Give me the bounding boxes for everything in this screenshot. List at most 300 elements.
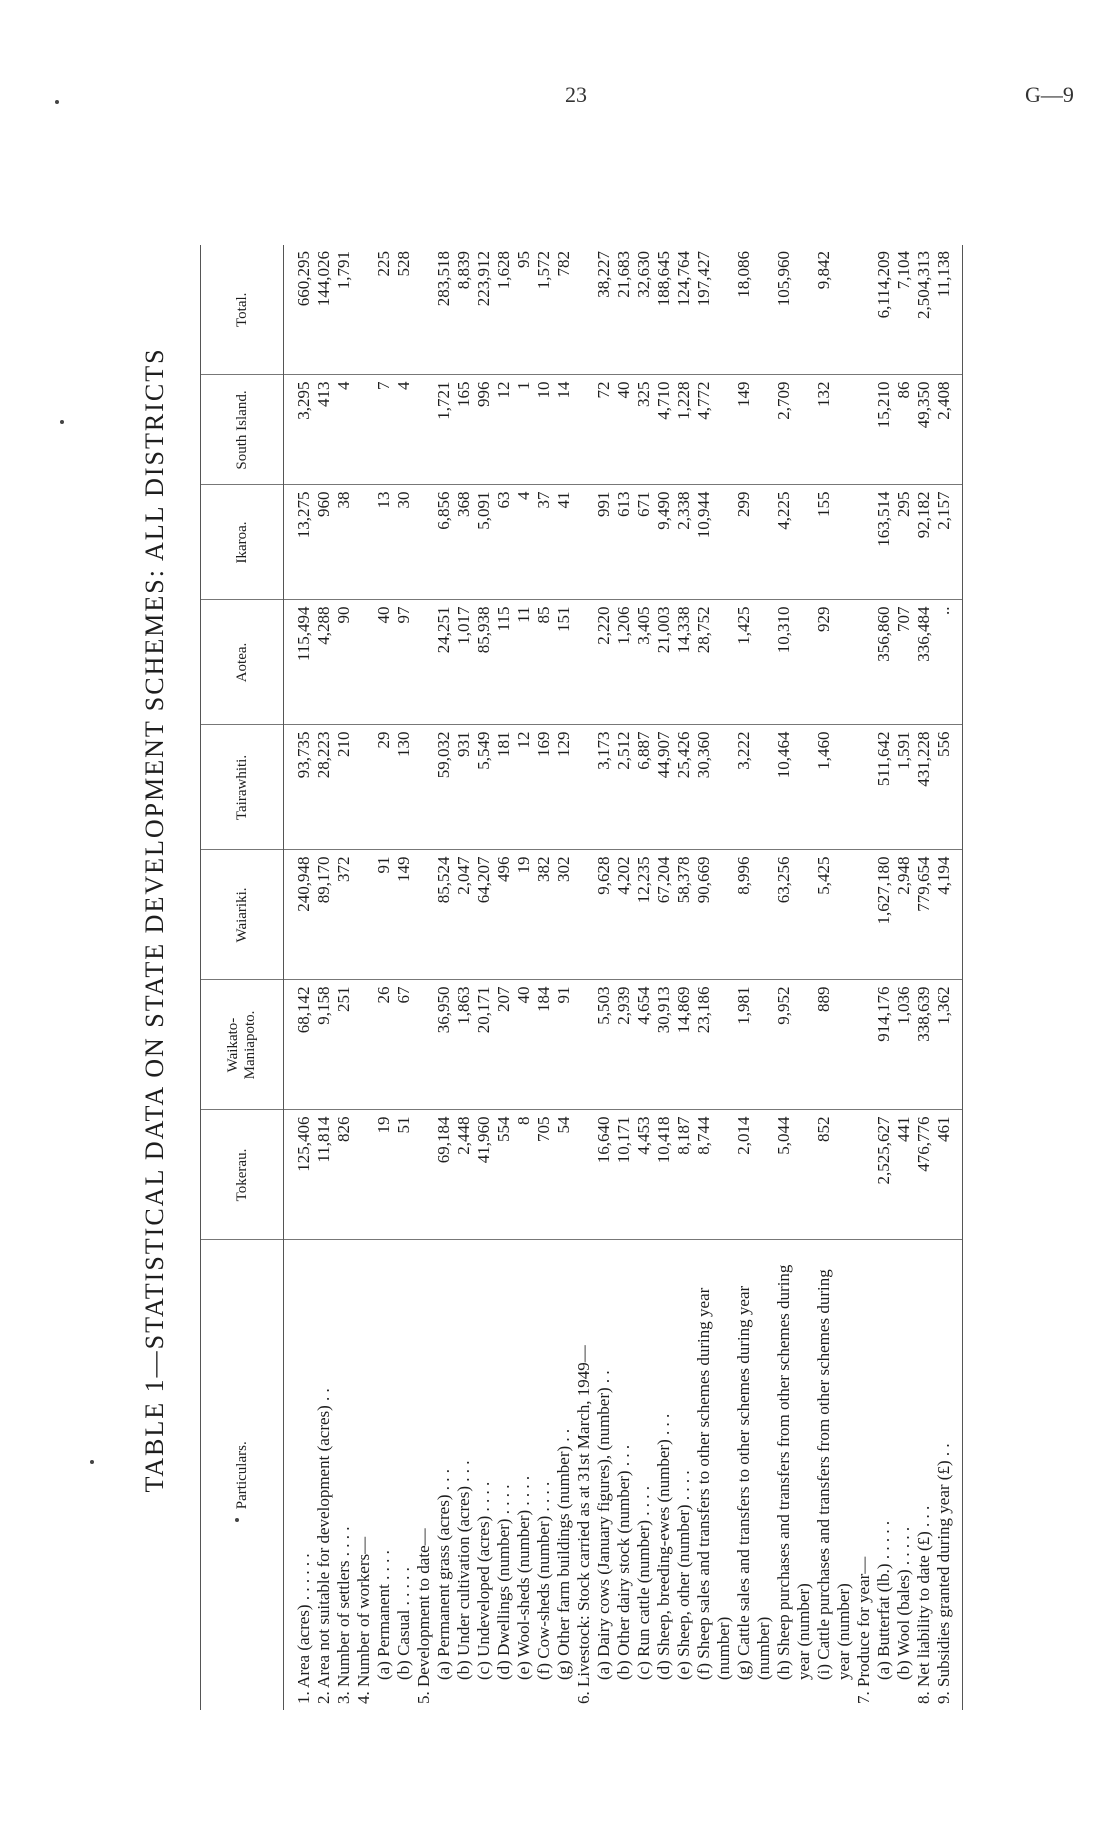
row-label: 7. Produce for year— [854,1556,873,1704]
cell-value: 92,182 [914,485,934,600]
cell-value: 10,464 [774,725,814,850]
table-row [494,245,514,1710]
cell-value: 197,427 [694,245,734,375]
cell-value: 63 [494,485,514,600]
row-label: (c) Undeveloped (acres) . . . . [474,1481,493,1680]
cell-value: 3,295 [284,375,315,485]
row-label: (g) Other farm buildings (number) . . [554,1428,573,1680]
row-label: (b) Other dairy stock (number) . . . [614,1444,633,1680]
cell-value: 29 [374,725,394,850]
page-code: G—9 [1025,82,1074,107]
table-row [614,245,634,1710]
cell-value: 556 [934,725,963,850]
cell-value: 184 [534,980,554,1110]
cell-value: 18,086 [734,245,774,375]
cell-value: 931 [454,725,474,850]
cell-value [574,980,594,1110]
cell-value: 8,996 [734,850,774,980]
cell-value: 2,408 [934,375,963,485]
row-label: 9. Subsidies granted during year (£) . . [934,1240,963,1710]
row-label: 3. Number of settlers . . . . [334,1526,353,1704]
cell-value: 4,202 [614,850,634,980]
cell-value: 5,549 [474,725,494,850]
cell-value: 1 [514,375,534,485]
cell-value [354,485,374,600]
cell-value: 188,645 [654,245,674,375]
row-label: 6. Livestock: Stock carried as at 31st March, 1949— [574,1345,593,1704]
cell-value: 40 [614,375,634,485]
cell-value: 4 [394,375,414,485]
cell-value: 13 [374,485,394,600]
cell-value [574,850,594,980]
cell-value: 2,220 [594,600,614,725]
cell-value: 1,036 [894,980,914,1110]
cell-value: 13,275 [284,485,315,600]
table-row [374,245,394,1710]
cell-value: 852 [814,1110,854,1240]
cell-value [354,245,374,375]
cell-value: 382 [534,850,554,980]
cell-value: 3,222 [734,725,774,850]
cell-value: 613 [614,485,634,600]
row-label: (h) Sheep purchases and transfers from other schemes during year (number) [774,1264,813,1680]
cell-value: 889 [814,980,854,1110]
cell-value: 2,525,627 [874,1110,894,1240]
cell-value: 115,494 [284,600,315,725]
cell-value: 49,350 [914,375,934,485]
cell-value: 85 [534,600,554,725]
cell-value [854,245,874,375]
cell-value: 58,378 [674,850,694,980]
cell-value: 991 [594,485,614,600]
row-label: 5. Development to date— [414,1528,433,1704]
table-row [284,245,315,1710]
cell-value: 64,207 [474,850,494,980]
cell-value: 6,114,209 [874,245,894,375]
table-body [284,245,963,1710]
cell-value: 54 [554,1110,574,1240]
table-row [874,245,894,1710]
cell-value [354,375,374,485]
table-row [314,245,334,1710]
cell-value: 23,186 [694,980,734,1110]
cell-value: 25,426 [674,725,694,850]
cell-value: 707 [894,600,914,725]
cell-value: 12,235 [634,850,654,980]
cell-value: 4,194 [934,850,963,980]
cell-value: 115 [494,600,514,725]
cell-value: 72 [594,375,614,485]
cell-value: 7,104 [894,245,914,375]
row-label: 1. Area (acres) . . . . . . [294,1553,313,1704]
cell-value [414,725,434,850]
cell-value [414,600,434,725]
cell-value: 5,091 [474,485,494,600]
cell-value: 4,710 [654,375,674,485]
cell-value: 37 [534,485,554,600]
cell-value: 40 [514,980,534,1110]
cell-value: 155 [814,485,854,600]
cell-value: 10 [534,375,554,485]
cell-value: 671 [634,485,654,600]
cell-value: .. [934,600,963,725]
cell-value: 169 [534,725,554,850]
column-header: Aotea. [201,600,284,725]
cell-value [854,600,874,725]
cell-value [354,850,374,980]
cell-value: 960 [314,485,334,600]
cell-value: 461 [934,1110,963,1240]
cell-value: 28,223 [314,725,334,850]
cell-value: 132 [814,375,854,485]
cell-value: 9,490 [654,485,674,600]
cell-value: 1,362 [934,980,963,1110]
cell-value: 41,960 [474,1110,494,1240]
cell-value: 4,288 [314,600,334,725]
cell-value: 30 [394,485,414,600]
cell-value: 97 [394,600,414,725]
cell-value: 299 [734,485,774,600]
cell-value: 338,639 [914,980,934,1110]
cell-value: 2,512 [614,725,634,850]
row-label: (a) Butterfat (lb.) . . . . . [874,1520,893,1680]
cell-value: 511,642 [874,725,894,850]
cell-value: 93,735 [284,725,315,850]
cell-value: 59,032 [434,725,454,850]
column-header: Waikato-Maniapoto. [201,980,284,1110]
cell-value: 441 [894,1110,914,1240]
table-row [674,245,694,1710]
cell-value: 32,630 [634,245,654,375]
row-label: (d) Dwellings (number) . . . . [494,1484,513,1680]
cell-value: 69,184 [434,1110,454,1240]
page-number: 23 [565,82,587,107]
column-header: South Island. [201,375,284,485]
cell-value: 240,948 [284,850,315,980]
cell-value: 2,948 [894,850,914,980]
table-row [414,245,434,1710]
cell-value: 163,514 [874,485,894,600]
speck-mark [60,420,64,424]
cell-value: 36,950 [434,980,454,1110]
cell-value: 2,157 [934,485,963,600]
cell-value: 91 [554,980,574,1110]
cell-value: 1,206 [614,600,634,725]
cell-value: 19 [374,1110,394,1240]
cell-value: 1,228 [674,375,694,485]
cell-value: 28,752 [694,600,734,725]
cell-value [854,1110,874,1240]
cell-value: 16,640 [594,1110,614,1240]
row-label: (c) Run cattle (number) . . . . [634,1485,653,1680]
table-row [694,245,734,1710]
cell-value [414,485,434,600]
table-row [394,245,414,1710]
cell-value: 554 [494,1110,514,1240]
cell-value: 44,907 [654,725,674,850]
cell-value: 1,460 [814,725,854,850]
cell-value: 124,764 [674,245,694,375]
row-label: (a) Permanent grass (acres) . . . [434,1469,453,1680]
cell-value: 2,448 [454,1110,474,1240]
cell-value: 9,842 [814,245,854,375]
table-row [914,245,934,1710]
speck-mark [90,1460,94,1464]
cell-value: 9,952 [774,980,814,1110]
cell-value: 295 [894,485,914,600]
cell-value: 3,405 [634,600,654,725]
cell-value [414,980,434,1110]
table-row [634,245,654,1710]
cell-value: 431,228 [914,725,934,850]
cell-value: 63,256 [774,850,814,980]
row-label: (g) Cattle sales and transfers to other schemes during year (number) [734,1285,773,1680]
cell-value: 1,627,180 [874,850,894,980]
cell-value: 10,310 [774,600,814,725]
table-row [514,245,534,1710]
table-row [774,245,814,1710]
cell-value: 129 [554,725,574,850]
table-row [594,245,614,1710]
cell-value: 10,171 [614,1110,634,1240]
cell-value: 528 [394,245,414,375]
cell-value: 90 [334,600,354,725]
cell-value [854,485,874,600]
cell-value: 914,176 [874,980,894,1110]
cell-value: 67 [394,980,414,1110]
cell-value: 2,047 [454,850,474,980]
cell-value: 21,683 [614,245,634,375]
cell-value: 14,338 [674,600,694,725]
cell-value: 4,654 [634,980,654,1110]
cell-value: 11,138 [934,245,963,375]
cell-value: 41 [554,485,574,600]
cell-value: 11 [514,600,534,725]
column-header: Total. [201,245,284,375]
cell-value: 9,628 [594,850,614,980]
cell-value [574,725,594,850]
cell-value: 38,227 [594,245,614,375]
cell-value: 149 [734,375,774,485]
cell-value: 3,173 [594,725,614,850]
cell-value: 336,484 [914,600,934,725]
cell-value [574,245,594,375]
table-row [734,245,774,1710]
row-label: (d) Sheep, breeding-ewes (number) . . . [654,1413,673,1680]
row-label: (b) Casual . . . . . [394,1567,413,1680]
cell-value: 86 [894,375,914,485]
cell-value [854,850,874,980]
cell-value: 11,814 [314,1110,334,1240]
cell-value: 2,338 [674,485,694,600]
table-row [934,245,963,1710]
cell-value [574,600,594,725]
cell-value: 1,628 [494,245,514,375]
cell-value: 6,856 [434,485,454,600]
cell-value: 85,524 [434,850,454,980]
column-header: Waiariki. [201,850,284,980]
cell-value: 12 [514,725,534,850]
cell-value: 5,503 [594,980,614,1110]
cell-value: 26 [374,980,394,1110]
row-label: (a) Permanent . . . . [374,1550,393,1680]
cell-value: 2,939 [614,980,634,1110]
row-label: 4. Number of workers— [354,1536,373,1704]
cell-value: 12 [494,375,514,485]
cell-value: 151 [554,600,574,725]
cell-value: 1,721 [434,375,454,485]
table-row [474,245,494,1710]
cell-value: 67,204 [654,850,674,980]
cell-value: 4,453 [634,1110,654,1240]
cell-value [574,375,594,485]
cell-value: 85,938 [474,600,494,725]
cell-value: 149 [394,850,414,980]
cell-value: 4,225 [774,485,814,600]
cell-value [854,725,874,850]
cell-value: 1,017 [454,600,474,725]
cell-value: 181 [494,725,514,850]
cell-value: 105,960 [774,245,814,375]
cell-value: 15,210 [874,375,894,485]
cell-value: 929 [814,600,854,725]
cell-value [354,600,374,725]
cell-value: 1,863 [454,980,474,1110]
cell-value: 89,170 [314,850,334,980]
cell-value: 95 [514,245,534,375]
cell-value [414,245,434,375]
cell-value: 91 [374,850,394,980]
cell-value: 38 [334,485,354,600]
cell-value: 782 [554,245,574,375]
cell-value: 368 [454,485,474,600]
table-header-row [201,245,284,1710]
cell-value: 165 [454,375,474,485]
cell-value: 413 [314,375,334,485]
row-label: (e) Sheep, other (number) . . . . [674,1470,693,1680]
row-label: 8. Net liability to date (£) . . . [914,1505,933,1704]
cell-value [854,980,874,1110]
row-label: (a) Dairy cows (January figures), (number) . . [594,1370,613,1680]
cell-value: 225 [374,245,394,375]
cell-value: 223,912 [474,245,494,375]
table-row [894,245,914,1710]
cell-value: 30,913 [654,980,674,1110]
cell-value [574,485,594,600]
cell-value: 19 [514,850,534,980]
table-row [814,245,854,1710]
cell-value [414,1110,434,1240]
cell-value: 5,044 [774,1110,814,1240]
table-row [534,245,554,1710]
row-label: (f) Sheep sales and transfers to other schemes during year (number) [694,1287,733,1680]
row-label: (i) Cattle purchases and transfers from other schemes during year (number) [814,1269,853,1680]
cell-value: 10,944 [694,485,734,600]
cell-value: 90,669 [694,850,734,980]
cell-value: 826 [334,1110,354,1240]
table-row [454,245,474,1710]
cell-value: 8 [514,1110,534,1240]
rotated-table-block [140,120,953,1720]
cell-value: 6,887 [634,725,654,850]
cell-value [854,375,874,485]
cell-value: 5,425 [814,850,854,980]
column-header: Tokerau. [201,1110,284,1240]
row-label: 2. Area not suitable for development (acres) . . [314,1388,333,1704]
cell-value: 1,791 [334,245,354,375]
cell-value: 9,158 [314,980,334,1110]
cell-value: 1,981 [734,980,774,1110]
cell-value [354,980,374,1110]
table-row [354,245,374,1710]
row-label: (f) Cow-sheds (number) . . . . [534,1481,553,1680]
cell-value: 496 [494,850,514,980]
cell-value: 283,518 [434,245,454,375]
cell-value: 24,251 [434,600,454,725]
row-label: (b) Under cultivation (acres) . . . [454,1460,473,1680]
cell-value: 476,776 [914,1110,934,1240]
cell-value: 8,839 [454,245,474,375]
cell-value: 2,709 [774,375,814,485]
row-label: (b) Wool (bales) . . . . . [894,1526,913,1680]
table-row [334,245,354,1710]
cell-value: 30,360 [694,725,734,850]
cell-value: 14,869 [674,980,694,1110]
cell-value [414,850,434,980]
cell-value: 372 [334,850,354,980]
cell-value: 1,591 [894,725,914,850]
table-row [434,245,454,1710]
cell-value: 210 [334,725,354,850]
cell-value: 10,418 [654,1110,674,1240]
cell-value [574,1110,594,1240]
cell-value [414,375,434,485]
column-header: Tairawhiti. [201,725,284,850]
cell-value: 130 [394,725,414,850]
cell-value: 251 [334,980,354,1110]
table-row [554,245,574,1710]
cell-value: 4 [514,485,534,600]
table-row [654,245,674,1710]
cell-value: 40 [374,600,394,725]
cell-value: 144,026 [314,245,334,375]
table-row [854,245,874,1710]
cell-value: 1,572 [534,245,554,375]
cell-value: 2,504,313 [914,245,934,375]
table-title: TABLE 1—STATISTICAL DATA ON STATE DEVELOPMENT SCHEMES: ALL DISTRICTS [140,347,169,1493]
cell-value: 51 [394,1110,414,1240]
cell-value: 68,142 [284,980,315,1110]
cell-value: 125,406 [284,1110,315,1240]
cell-value [354,725,374,850]
cell-value: 4 [334,375,354,485]
cell-value: 4,772 [694,375,734,485]
speck-mark [55,100,59,104]
cell-value [354,1110,374,1240]
column-header: Ikaroa. [201,485,284,600]
row-label: (e) Wool-sheds (number) . . . . [514,1475,533,1680]
cell-value: 21,003 [654,600,674,725]
cell-value: 325 [634,375,654,485]
cell-value: 14 [554,375,574,485]
cell-value: 302 [554,850,574,980]
cell-value: 8,187 [674,1110,694,1240]
cell-value: 996 [474,375,494,485]
cell-value: 660,295 [284,245,315,375]
cell-value: 2,014 [734,1110,774,1240]
table-row [574,245,594,1710]
cell-value: 779,654 [914,850,934,980]
